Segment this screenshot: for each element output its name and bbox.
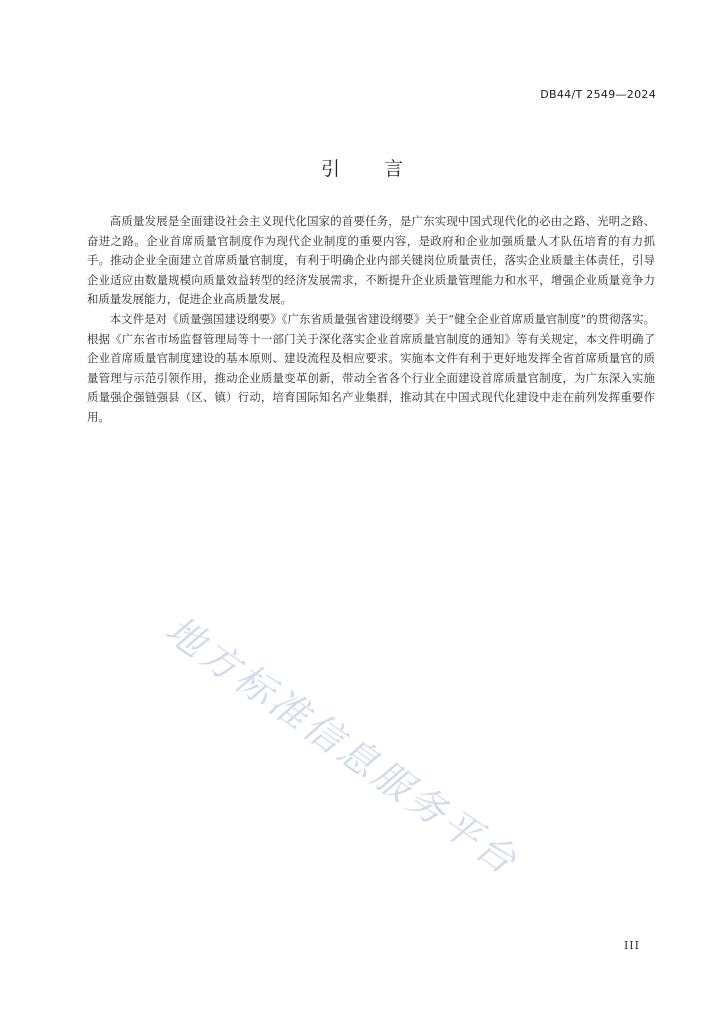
page-title: 引言 — [320, 158, 447, 180]
paragraph-1: 高质量发展是全面建设社会主义现代化国家的首要任务，是广东实现中国式现代化的必由之路、光明之路、奋进之路。企业首席质量官制度作为现代企业制度的重要内容，是政府和企业加强质量人才队伍培育的有力抓手。推动企业全面建立首席质量官制度，有利于明确企业内部关键岗位质量责任，落实企业质量主体责任，引导企业适应由数量规模向质量效益转型的经济发展需求，不断提升企业质量管理能力和水平，增强企业质量竞争力和质量发展能力，促进企业高质量发展。 — [87, 214, 655, 307]
watermark: 地方标准信息服务平台 — [157, 607, 527, 885]
body-text — [87, 212, 655, 428]
document-code: DB44/T 2549—2024 — [540, 88, 656, 101]
page-number: III — [623, 939, 640, 952]
paragraph-2: 本文件是对《质量强国建设纲要》《广东省质量强省建设纲要》关于“健全企业首席质量官制度”的贯彻落实。根据《广东省市场监督管理局等十一部门关于深化落实企业首席质量官制度的通知》等有关规定，本文件明确了企业首席质量官制度建设的基本原则、建设流程及相应要求。实施本文件有利于更好地发挥全省首席质量官的质量管理与示范引领作用，推动企业质量变革创新，带动全省各个行业全面建设首席质量官制度，为广东深入实施质量强企强链强县（区、镇）行动，培育国际知名产业集群，推动其在中国式现代化建设中走在前列发挥重要作用。 — [87, 311, 655, 424]
